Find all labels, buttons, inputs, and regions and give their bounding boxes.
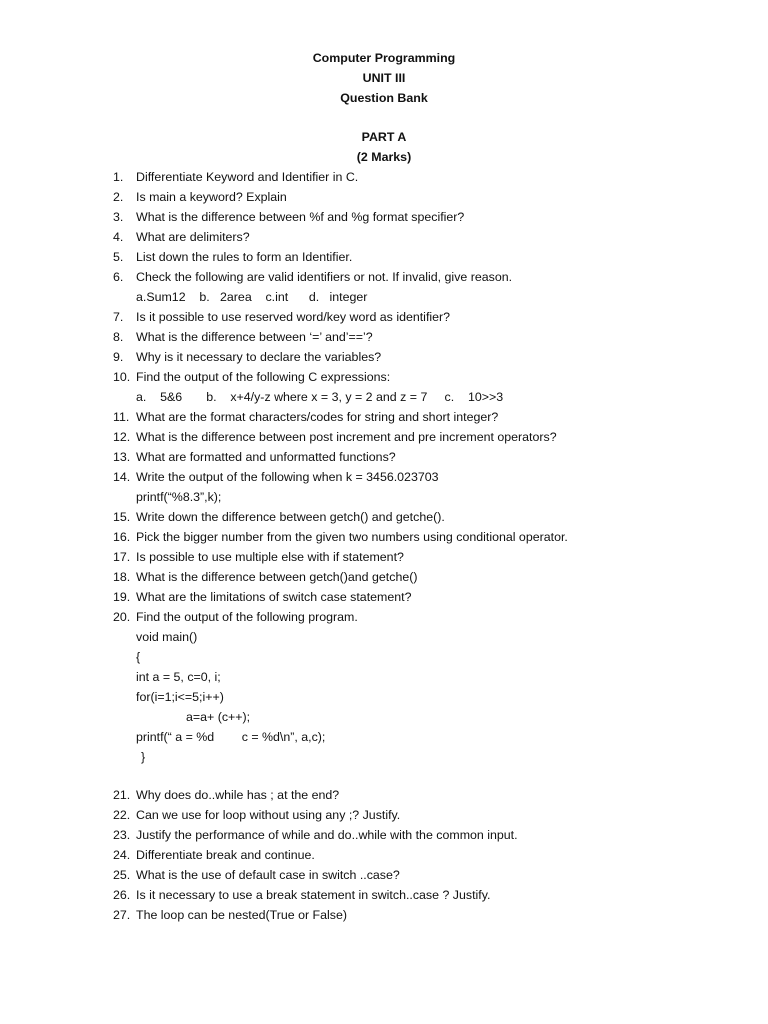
question-number: 1. (113, 170, 124, 184)
document-header (0, 48, 768, 108)
question-number: 15. (113, 510, 131, 524)
question-number: 8. (113, 330, 124, 344)
question-text: Write down the difference between getch() and getche(). (136, 510, 445, 524)
code-block-line (0, 687, 768, 707)
question-number: 22. (113, 808, 131, 822)
question-text: List down the rules to form an Identifier. (136, 250, 353, 264)
code-line: { (136, 650, 141, 664)
question-item (0, 347, 768, 367)
question-item (0, 865, 768, 885)
document-subtitle: Question Bank (340, 91, 428, 105)
question-number: 7. (113, 310, 124, 324)
question-text: Why is it necessary to declare the variables? (136, 350, 382, 364)
question-item (0, 427, 768, 447)
question-item (0, 367, 768, 387)
question-subline (0, 387, 768, 407)
question-subline (0, 487, 768, 507)
question-item (0, 507, 768, 527)
question-text: Justify the performance of while and do..while with the common input. (136, 828, 518, 842)
question-item (0, 407, 768, 427)
question-text: Write the output of the following when k = 3456.023703 (136, 470, 439, 484)
question-item (0, 247, 768, 267)
question-number: 6. (113, 270, 124, 284)
question-number: 3. (113, 210, 124, 224)
question-number: 18. (113, 570, 131, 584)
question-item (0, 167, 768, 187)
question-item (0, 187, 768, 207)
code-line: int a = 5, c=0, i; (136, 670, 221, 684)
question-text: Is it necessary to use a break statement in switch..case ? Justify. (136, 888, 491, 902)
question-number: 4. (113, 230, 124, 244)
question-number: 9. (113, 350, 124, 364)
question-item (0, 845, 768, 865)
question-number: 20. (113, 610, 131, 624)
question-number: 25. (113, 868, 131, 882)
question-text: What are delimiters? (136, 230, 250, 244)
question-item (0, 785, 768, 805)
question-text: What are the format characters/codes for string and short integer? (136, 410, 499, 424)
question-item (0, 207, 768, 227)
question-number: 11. (113, 410, 130, 424)
question-item (0, 307, 768, 327)
question-text: Pick the bigger number from the given two numbers using conditional operator. (136, 530, 568, 544)
code-line: a=a+ (c++); (186, 710, 251, 724)
question-number: 19. (113, 590, 131, 604)
question-number: 27. (113, 908, 131, 922)
question-item (0, 805, 768, 825)
question-number: 10. (113, 370, 131, 384)
question-text: Find the output of the following program. (136, 610, 358, 624)
code-line: printf(“%8.3”,k); (136, 490, 222, 504)
question-item (0, 447, 768, 467)
code-block-line (0, 667, 768, 687)
question-text: What is the difference between %f and %g format specifier? (136, 210, 465, 224)
question-options: a.Sum12 b. 2area c.int d. integer (136, 290, 368, 304)
question-number: 2. (113, 190, 124, 204)
code-block-line (0, 627, 768, 647)
question-options: a. 5&6 b. x+4/y-z where x = 3, y = 2 and z = 7 c. 10>>3 (136, 390, 504, 404)
code-block-line (0, 647, 768, 667)
unit-heading: UNIT III (362, 71, 406, 85)
question-item (0, 905, 768, 925)
question-number: 24. (113, 848, 131, 862)
document-title: Computer Programming (312, 51, 456, 65)
question-item (0, 607, 768, 627)
question-text: Differentiate Keyword and Identifier in C. (136, 170, 359, 184)
code-line: printf(“ a = %d c = %d\n”, a,c); (136, 730, 326, 744)
question-text: Can we use for loop without using any ;? Justify. (136, 808, 401, 822)
part-marks: (2 Marks) (356, 150, 412, 164)
question-item (0, 467, 768, 487)
question-text: What is the difference between getch()and getche() (136, 570, 418, 584)
part-heading (0, 127, 768, 167)
question-number: 26. (113, 888, 131, 902)
question-text: What is the difference between ‘=’ and’==’? (136, 330, 373, 344)
question-item (0, 885, 768, 905)
question-number: 23. (113, 828, 131, 842)
code-block-line (0, 707, 768, 727)
question-item (0, 227, 768, 247)
code-line: } (141, 750, 146, 764)
question-item (0, 527, 768, 547)
question-text: What is the difference between post increment and pre increment operators? (136, 430, 557, 444)
code-block-line (0, 747, 768, 767)
question-number: 16. (113, 530, 131, 544)
question-text: Differentiate break and continue. (136, 848, 315, 862)
question-text: What are formatted and unformatted functions? (136, 450, 396, 464)
question-number: 17. (113, 550, 131, 564)
question-text: Find the output of the following C expressions: (136, 370, 391, 384)
question-list-a (0, 167, 768, 767)
question-number: 13. (113, 450, 131, 464)
question-text: What is the use of default case in switch ..case? (136, 868, 400, 882)
question-number: 12. (113, 430, 131, 444)
question-item (0, 547, 768, 567)
question-text: Is main a keyword? Explain (136, 190, 287, 204)
question-number: 14. (113, 470, 131, 484)
question-number: 21. (113, 788, 131, 802)
question-item (0, 267, 768, 287)
code-line: void main() (136, 630, 198, 644)
question-number: 5. (113, 250, 124, 264)
question-item (0, 327, 768, 347)
question-text: What are the limitations of switch case statement? (136, 590, 412, 604)
question-item (0, 587, 768, 607)
question-text: Why does do..while has ; at the end? (136, 788, 340, 802)
question-text: Is possible to use multiple else with if statement? (136, 550, 404, 564)
question-text: Check the following are valid identifiers or not. If invalid, give reason. (136, 270, 513, 284)
code-line: for(i=1;i<=5;i++) (136, 690, 224, 704)
question-text: Is it possible to use reserved word/key word as identifier? (136, 310, 451, 324)
question-item (0, 825, 768, 845)
code-block-line (0, 727, 768, 747)
question-text: The loop can be nested(True or False) (136, 908, 347, 922)
question-subline (0, 287, 768, 307)
question-item (0, 567, 768, 587)
question-list-b (0, 785, 768, 925)
part-name: PART A (361, 130, 407, 144)
